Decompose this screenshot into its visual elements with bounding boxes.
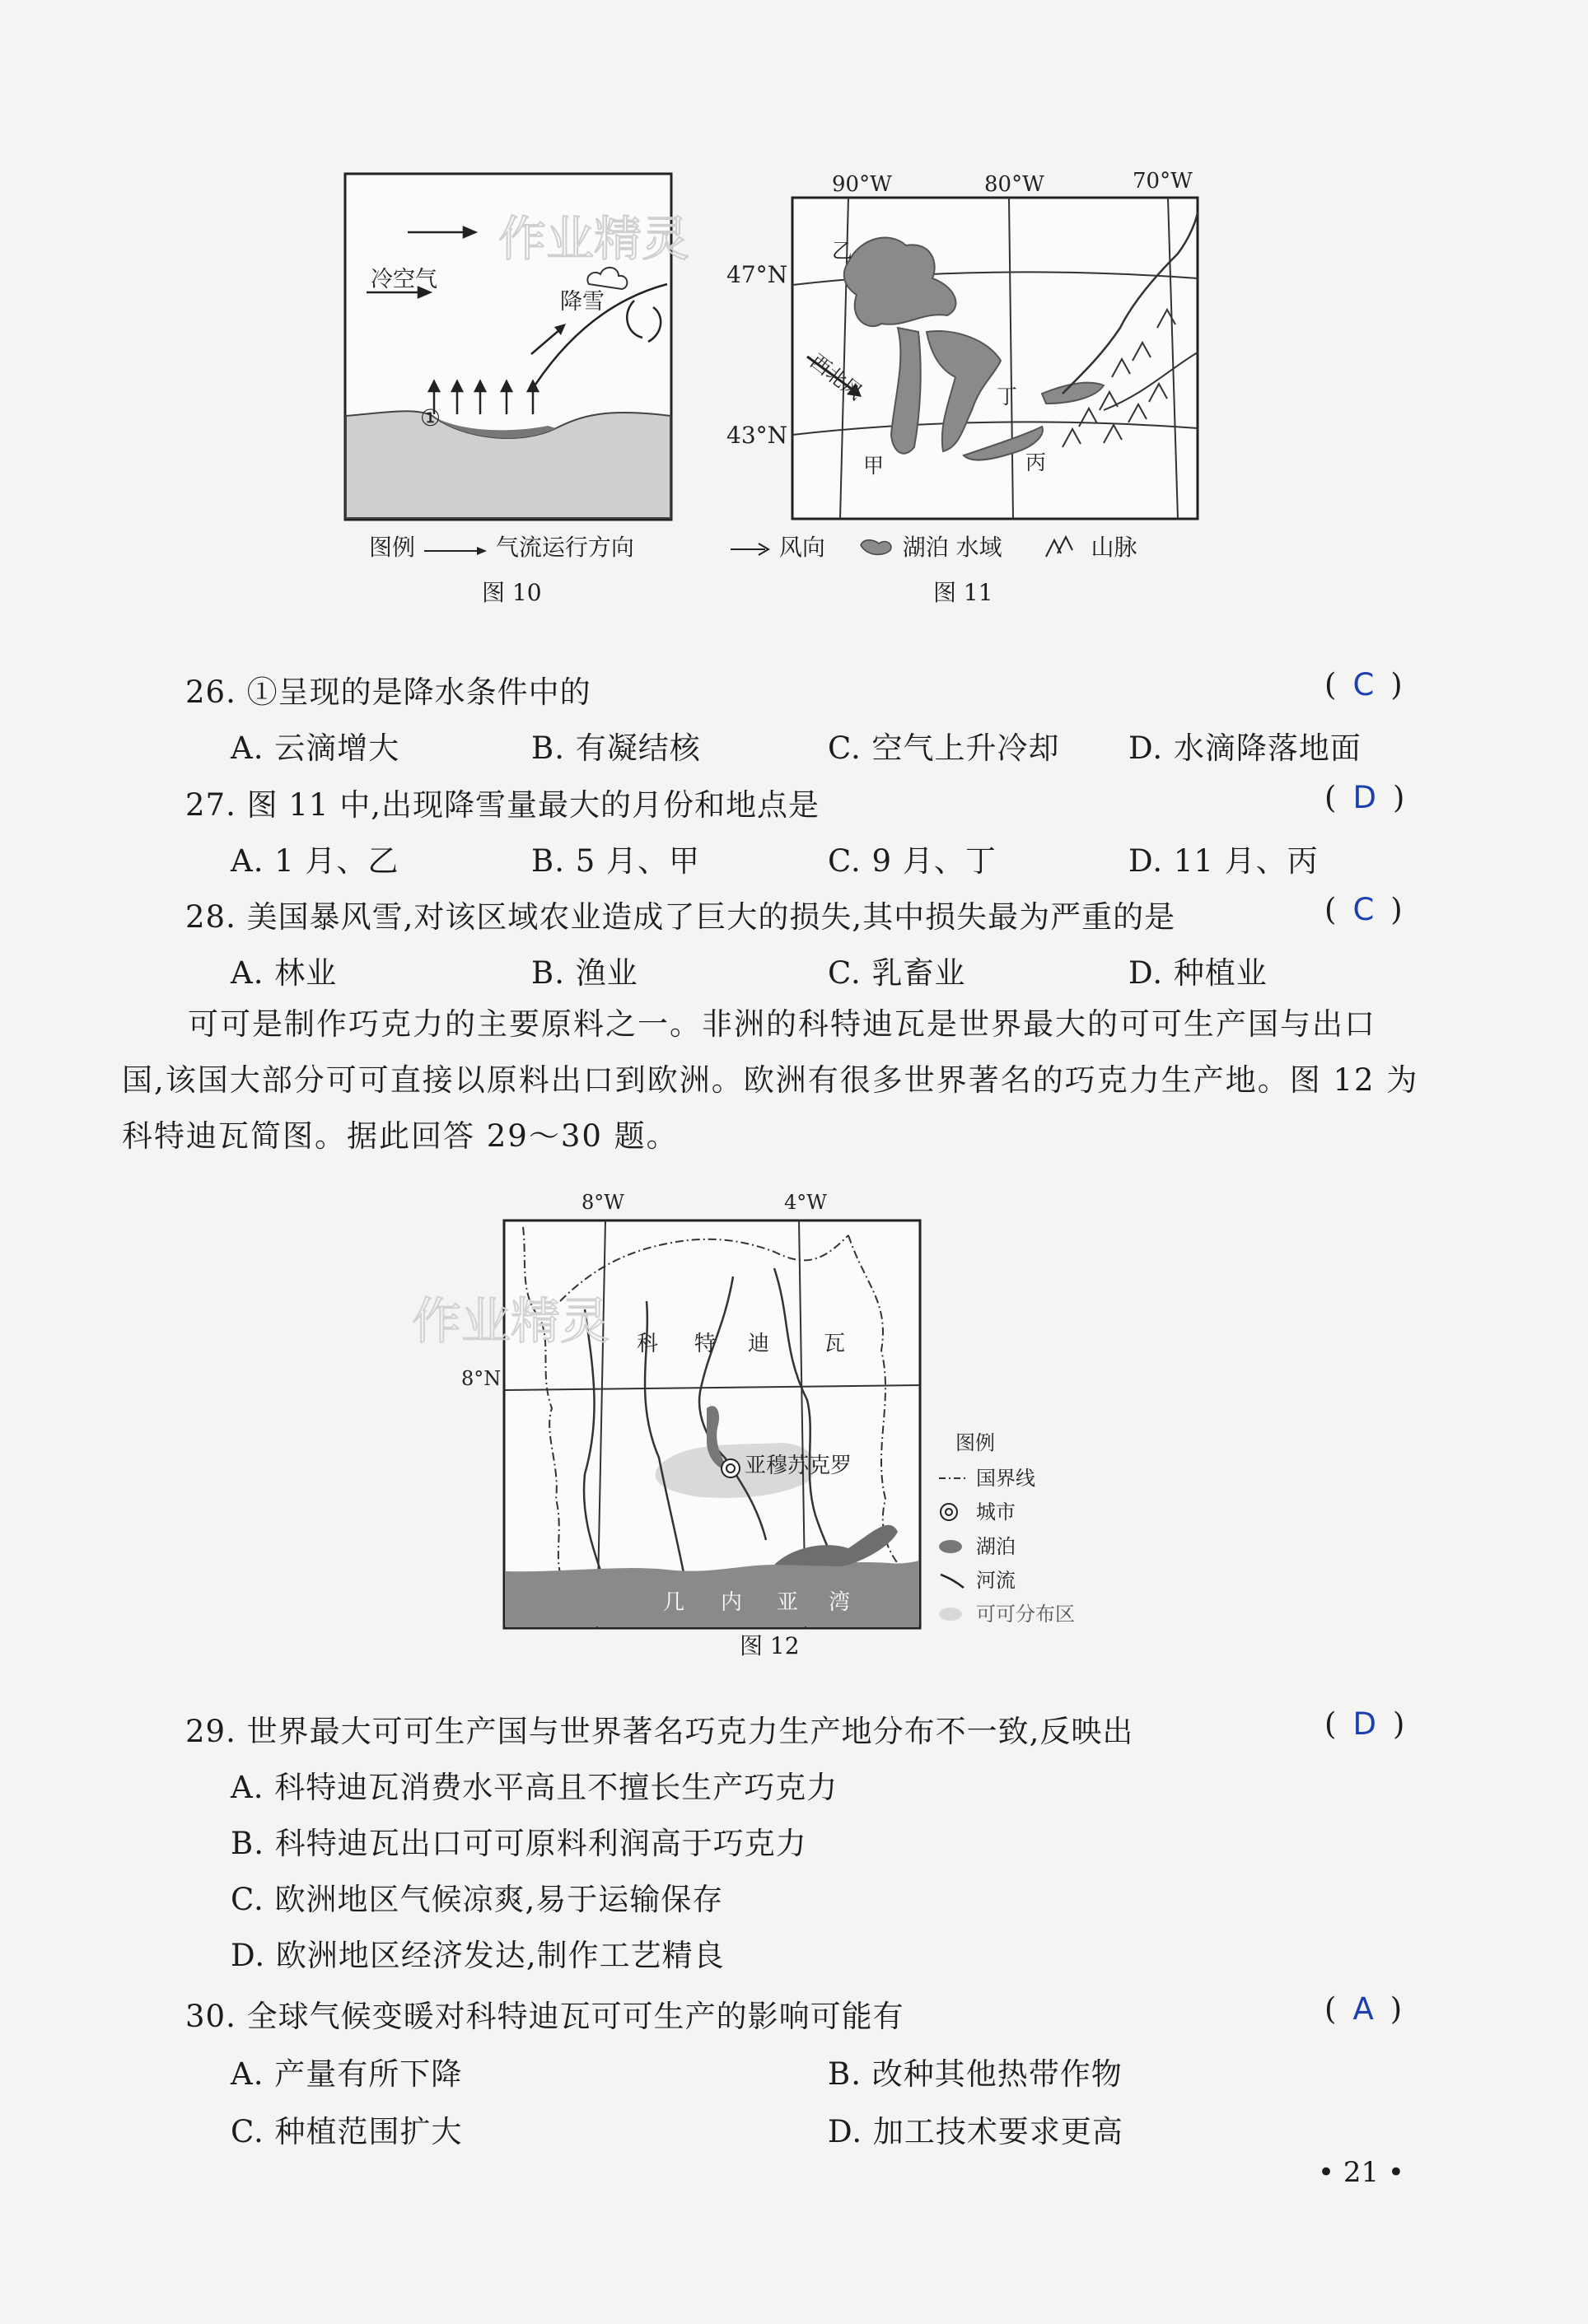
gulf-char-2: 内 <box>721 1590 743 1615</box>
q26-option-a: A. 云滴增大 <box>231 730 400 766</box>
figure-12-map <box>412 1186 1087 1647</box>
gulf-char-4: 湾 <box>829 1590 851 1615</box>
label-marker: ① <box>420 404 441 432</box>
legend-city: 城市 <box>976 1500 1016 1524</box>
place-ding: 丁 <box>997 385 1018 408</box>
passage-line-1: 可可是制作巧克力的主要原料之一。非洲的科特迪瓦是世界最大的可可生产国与出口 <box>188 1006 1376 1042</box>
page-number: • 21 • <box>1318 2156 1404 2189</box>
figure-11-map <box>717 163 1211 525</box>
lon-8w: 8°W <box>581 1191 624 1214</box>
mountain-icon <box>1043 534 1084 564</box>
arrow-icon <box>423 535 488 562</box>
passage-line-2: 国,该国大部分可可直接以原料出口到欧洲。欧洲有很多世界著名的巧克力生产地。图 12 为 <box>122 1062 1419 1098</box>
q26-option-d: D. 水滴降落地面 <box>1128 730 1361 766</box>
legend-lake: 湖泊 <box>976 1535 1016 1558</box>
lat-43n: 43°N <box>726 422 788 449</box>
figure-12-caption: 图 12 <box>740 1632 800 1659</box>
country-char-3: 迪 <box>748 1332 770 1356</box>
q28-option-b: B. 渔业 <box>531 955 638 991</box>
lat-47n: 47°N <box>726 261 788 288</box>
q26-option-c: C. 空气上升冷却 <box>828 730 1060 766</box>
q26-stem: 26. ①呈现的是降水条件中的 <box>185 674 591 710</box>
q26-answer-value: C <box>1352 667 1375 702</box>
q27-stem: 27. 图 11 中,出现降雪量最大的月份和地点是 <box>185 787 820 823</box>
legend-mountain: 山脉 <box>1091 534 1137 561</box>
q30-answer: ( A ) <box>1324 1991 1403 2027</box>
q27-option-c: C. 9 月、丁 <box>828 843 997 879</box>
q27-answer-value: D <box>1352 780 1376 815</box>
figure-10-caption: 图 10 <box>482 579 542 606</box>
q26-option-b: B. 有凝结核 <box>531 730 701 766</box>
legend-cocoa: 可可分布区 <box>976 1603 1075 1626</box>
passage <box>122 996 1432 1164</box>
q30-stem: 30. 全球气候变暖对科特迪瓦可可生产的影响可能有 <box>185 1999 904 2034</box>
q26-answer: ( C ) <box>1324 667 1403 702</box>
gulf-char-3: 亚 <box>777 1590 799 1615</box>
q30-option-a: A. 产量有所下降 <box>231 2056 463 2092</box>
lon-70w: 70°W <box>1133 169 1193 194</box>
figure-10-diagram <box>342 169 690 523</box>
q29-answer-value: D <box>1352 1706 1376 1742</box>
legend-river: 河流 <box>976 1569 1016 1592</box>
q27-answer: ( D ) <box>1324 780 1405 815</box>
label-cold-air: 冷空气 <box>371 267 437 292</box>
q30-option-d: D. 加工技术要求更高 <box>828 2114 1123 2149</box>
figure-10-legend <box>369 530 634 562</box>
passage-line-3: 科特迪瓦简图。据此回答 29～30 题。 <box>122 1118 679 1154</box>
q30-answer-value: A <box>1352 1991 1374 2027</box>
q27-option-b: B. 5 月、甲 <box>531 843 701 879</box>
legend-lake: 湖泊 水域 <box>902 534 1002 561</box>
figure-12 <box>412 1186 1087 1647</box>
q28-option-c: C. 乳畜业 <box>828 955 966 991</box>
q30-option-b: B. 改种其他热带作物 <box>828 2056 1123 2092</box>
q29-option-c: C. 欧洲地区气候凉爽,易于运输保存 <box>231 1882 724 1917</box>
q30-option-c: C. 种植范围扩大 <box>231 2114 463 2149</box>
lat-8n: 8°N <box>461 1367 502 1390</box>
q28-answer: ( C ) <box>1324 892 1403 927</box>
figure-10 <box>342 169 690 523</box>
legend-prefix: 图例 <box>369 534 416 561</box>
q29-option-a: A. 科特迪瓦消费水平高且不擅长生产巧克力 <box>231 1770 838 1805</box>
wind-arrow-icon <box>729 535 772 562</box>
lon-90w: 90°W <box>832 172 892 197</box>
q29-option-d: D. 欧洲地区经济发达,制作工艺精良 <box>231 1938 725 1973</box>
lake-icon <box>939 1540 962 1553</box>
country-char-2: 特 <box>694 1332 717 1356</box>
q27-option-a: A. 1 月、乙 <box>231 843 399 879</box>
figure-11-legend <box>729 530 1137 564</box>
legend-title: 图例 <box>955 1431 995 1454</box>
city-label: 亚穆苏克罗 <box>745 1454 852 1478</box>
city-icon <box>941 1504 957 1520</box>
country-char-4: 瓦 <box>824 1332 846 1356</box>
q28-answer-value: C <box>1352 892 1375 927</box>
place-jia: 甲 <box>863 454 885 478</box>
place-yi: 乙 <box>832 239 853 263</box>
wind-label: 西北风 <box>806 349 867 405</box>
q29-stem: 29. 世界最大可可生产国与世界著名巧克力生产地分布不一致,反映出 <box>185 1714 1134 1749</box>
legend-border: 国界线 <box>976 1467 1035 1490</box>
q28-stem: 28. 美国暴风雪,对该区域农业造成了巨大的损失,其中损失最为严重的是 <box>185 899 1176 935</box>
gulf-char-1: 几 <box>663 1590 685 1615</box>
q27-option-d: D. 11 月、丙 <box>1128 843 1319 879</box>
lake-icon <box>857 535 895 562</box>
river-icon <box>941 1575 964 1588</box>
lon-80w: 80°W <box>984 172 1044 197</box>
figure-11 <box>717 163 1211 525</box>
figure-11-caption: 图 11 <box>933 579 993 606</box>
watermark: 作业精灵 <box>498 211 690 267</box>
q29-option-b: B. 科特迪瓦出口可可原料利润高于巧克力 <box>231 1826 807 1861</box>
legend-wind: 风向 <box>778 534 825 561</box>
label-snow: 降雪 <box>560 289 605 315</box>
q29-answer: ( D ) <box>1324 1706 1405 1742</box>
q28-option-d: D. 种植业 <box>1128 955 1268 991</box>
cocoa-area-icon <box>939 1608 962 1621</box>
place-bing: 丙 <box>1025 450 1047 474</box>
q28-option-a: A. 林业 <box>231 955 338 991</box>
country-char-1: 科 <box>637 1332 659 1356</box>
watermark: 作业精灵 <box>412 1293 610 1351</box>
lon-4w: 4°W <box>784 1191 827 1214</box>
legend-airflow: 气流运行方向 <box>495 534 634 561</box>
